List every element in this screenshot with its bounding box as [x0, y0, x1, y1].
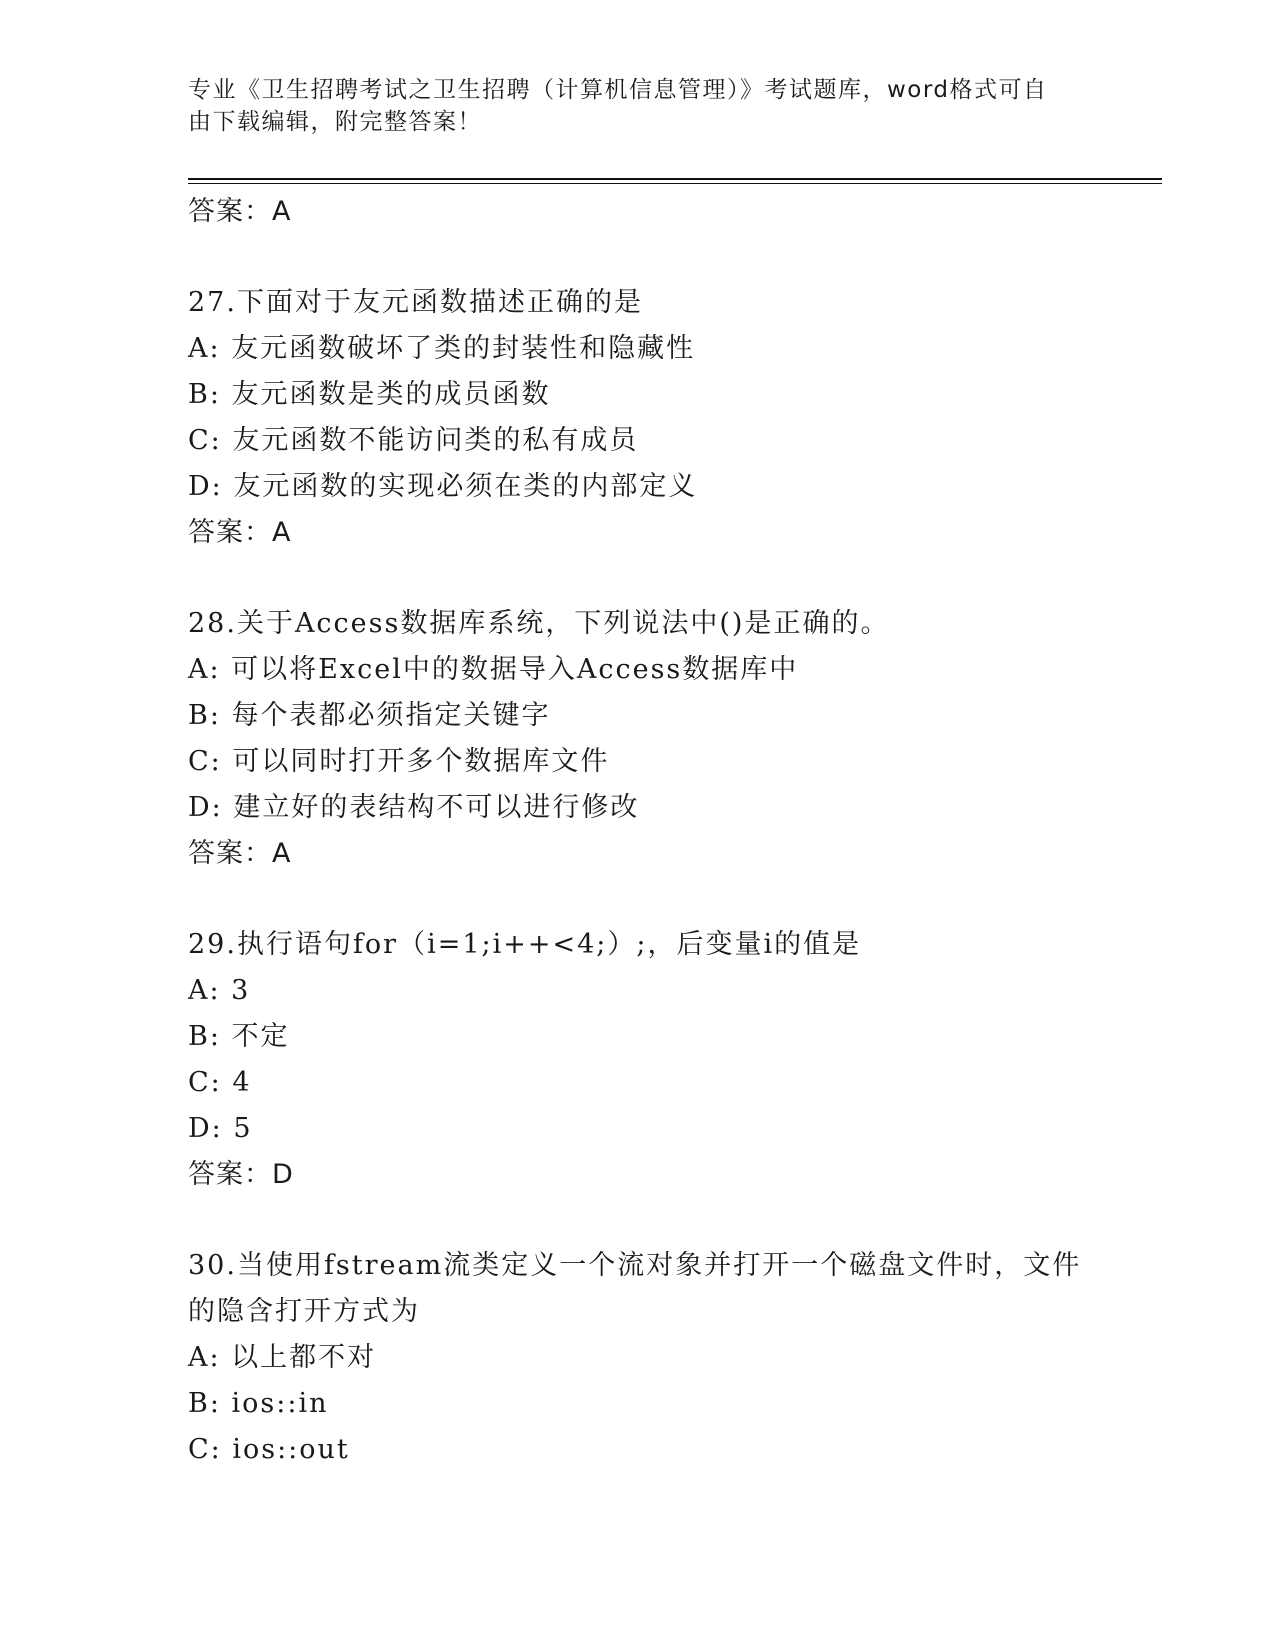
header-line-2: 由下载编辑，附完整答案！	[188, 109, 482, 135]
question-stem: 28.关于Access数据库系统，下列说法中()是正确的。	[188, 608, 890, 639]
question-list	[188, 189, 1088, 1473]
answer: 答案：A	[188, 517, 292, 548]
option-c: C: 友元函数不能访问类的私有成员	[188, 425, 639, 456]
option-a: A: 可以将Excel中的数据导入Access数据库中	[188, 654, 799, 685]
document-header	[188, 74, 1068, 138]
option-d: D: 5	[188, 1113, 253, 1144]
previous-answer: 答案：A	[188, 196, 292, 227]
question-27	[188, 280, 1088, 556]
option-a: A: 以上都不对	[188, 1342, 377, 1373]
header-line-1: 专业《卫生招聘考试之卫生招聘（计算机信息管理）》考试题库，word格式可自	[188, 77, 1048, 103]
question-stem: 29.执行语句for（i=1;i++<4;）;，后变量i的值是	[188, 929, 862, 960]
option-a: A: 友元函数破坏了类的封装性和隐藏性	[188, 333, 696, 364]
question-29	[188, 922, 1088, 1198]
header-divider-thick	[188, 178, 1162, 180]
option-b: B: 不定	[188, 1021, 290, 1052]
option-b: B: ios::in	[188, 1388, 329, 1419]
option-b: B: 每个表都必须指定关键字	[188, 700, 551, 731]
option-c: C: 可以同时打开多个数据库文件	[188, 746, 610, 777]
question-28	[188, 601, 1088, 877]
question-30	[188, 1243, 1088, 1473]
option-c: C: ios::out	[188, 1434, 350, 1465]
option-a: A: 3	[188, 975, 251, 1006]
question-stem: 27.下面对于友元函数描述正确的是	[188, 287, 643, 318]
option-c: C: 4	[188, 1067, 252, 1098]
question-stem-line-1: 30.当使用fstream流类定义一个流对象并打开一个磁盘文件时，文件	[188, 1250, 1082, 1281]
answer: 答案：A	[188, 838, 292, 869]
option-d: D: 友元函数的实现必须在类的内部定义	[188, 471, 698, 502]
option-b: B: 友元函数是类的成员函数	[188, 379, 551, 410]
header-divider-thin	[188, 183, 1162, 184]
answer: 答案：D	[188, 1159, 294, 1190]
question-stem-line-2: 的隐含打开方式为	[188, 1296, 420, 1327]
option-d: D: 建立好的表结构不可以进行修改	[188, 792, 640, 823]
